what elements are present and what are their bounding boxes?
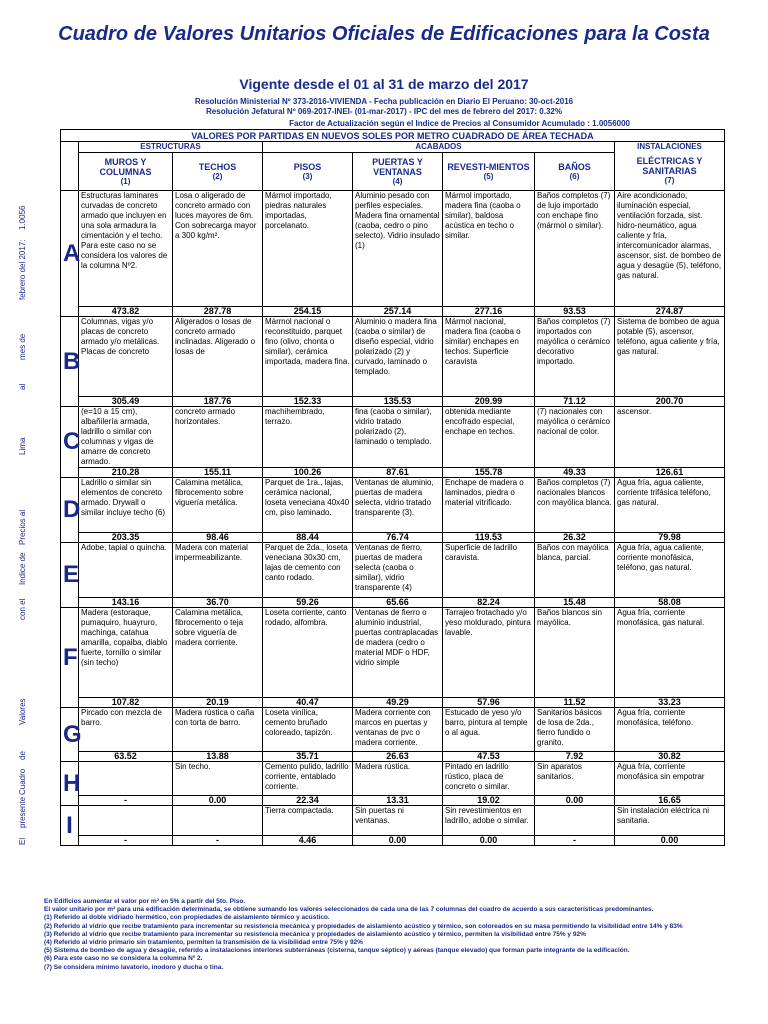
table-title: VALORES POR PARTIDAS EN NUEVOS SOLES POR METRO CUADRADO DE ÁREA TECHADA: [61, 130, 725, 142]
unit-value: 88.44: [263, 533, 353, 543]
description-cell: Aluminio pesado con perfiles especiales. Madera fina ornamental (caoba, cedro o pino selecto). Vidrio insulado (1): [353, 191, 443, 307]
side-text: Indice de: [18, 552, 27, 585]
unit-value: 200.70: [615, 397, 725, 407]
footnote: El valor unitario por m² para una edificación determinada, se obtiene sumando los valores seleccionados de cada una de las 7 columnas del cuadro de acuerdo a sus características predominantes.: [44, 906, 654, 914]
table-row: [61, 806, 725, 836]
description-cell: Aluminio o madera fina (caoba o similar) de diseño especial, vidrio polarizado (2) y curvado, laminado o templado.: [353, 317, 443, 397]
unit-value: 100.26: [263, 468, 353, 478]
description-cell: Agua fría, corriente monofásica, gas natural.: [615, 608, 725, 698]
column-name: TECHOS: [198, 161, 237, 172]
side-text: Valores: [18, 698, 27, 725]
table-row: [61, 317, 725, 397]
column-header: [173, 153, 263, 191]
unit-value: 274.87: [615, 307, 725, 317]
validity-period: Vigente desde el 01 al 31 de marzo del 2017: [239, 76, 529, 92]
unit-value: 152.33: [263, 397, 353, 407]
unit-value: 210.28: [79, 468, 173, 478]
description-cell: Superficie de ladrillo caravista.: [443, 543, 535, 598]
table-row: [61, 407, 725, 468]
description-cell: Aligerados o losas de concreto armado inclinadas. Aligerado o losas de: [173, 317, 263, 397]
value-row: [61, 397, 725, 407]
unit-value: 13.88: [173, 752, 263, 762]
unit-value: 63.52: [79, 752, 173, 762]
unit-values-table: [60, 129, 725, 846]
table-row: [61, 478, 725, 533]
column-number: (6): [569, 171, 580, 181]
unit-value: 26.63: [353, 752, 443, 762]
unit-value: -: [173, 836, 263, 846]
description-cell: Ventanas de fierro, puertas de madera selecta (caoba o similar), vidrio transparente (4): [353, 543, 443, 598]
unit-value: 22.34: [263, 796, 353, 806]
description-cell: Pintado en ladrillo rústico, placa de concreto o similar.: [443, 762, 535, 796]
unit-value: 40.47: [263, 698, 353, 708]
column-number: (7): [664, 176, 675, 186]
category-letter: H: [61, 762, 79, 806]
side-text: al: [18, 383, 27, 390]
unit-value: 4.46: [263, 836, 353, 846]
unit-value: 20.19: [173, 698, 263, 708]
footnote: En Edificios aumentar el valor por m² en 5% a partir del 5to. Piso.: [44, 898, 246, 905]
unit-value: 82.24: [443, 598, 535, 608]
description-cell: Columnas, vigas y/o placas de concreto armado y/o metálicas. Placas de concreto: [79, 317, 173, 397]
description-cell: Baños con mayólica blanca, parcial.: [535, 543, 615, 598]
unit-value: 187.76: [173, 397, 263, 407]
unit-value: 126.61: [615, 468, 725, 478]
column-header: [615, 153, 725, 191]
unit-value: 203.35: [79, 533, 173, 543]
table-row: [61, 543, 725, 598]
value-row: [61, 533, 725, 543]
description-cell: Estucado de yeso y/o barro, pintura al temple o al agua.: [443, 708, 535, 752]
column-number: (2): [212, 171, 223, 181]
side-text: 1.0056: [18, 205, 27, 230]
unit-value: 107.82: [79, 698, 173, 708]
description-cell: Mármol importado, piedras naturales importadas, porcelanato.: [263, 191, 353, 307]
description-cell: Loseta corriente, canto rodado, alfombra.: [263, 608, 353, 698]
side-text: El: [18, 837, 27, 845]
unit-value: 26.32: [535, 533, 615, 543]
footnote: (2) Referido al vidrio que recibe tratamiento para incrementar su resistencia mecánica y propiedades de aislamiento acústico y térmico, son coloreados en su masa permitiendo la visibilidad entre 14% y 83%: [44, 922, 683, 930]
column-number: (3): [302, 171, 313, 181]
side-text: presente: [18, 796, 27, 828]
description-cell: obtenida mediante encofrado especial, enchape en techos.: [443, 407, 535, 468]
side-text: Cuadro: [18, 768, 27, 795]
footnote: (1) Referido al doble vidriado hermético, con propiedades de aislamiento térmico y acústico.: [44, 914, 330, 922]
side-text: con el: [18, 598, 27, 620]
side-text: mes de: [18, 333, 27, 360]
category-letter: F: [61, 608, 79, 708]
description-cell: Madera rústica.: [353, 762, 443, 796]
table-row: [61, 762, 725, 796]
category-letter: I: [61, 806, 79, 846]
unit-value: 155.11: [173, 468, 263, 478]
description-cell: Calamina metálica, fibrocemento o teja sobre viguería de madera corriente.: [173, 608, 263, 698]
description-cell: [79, 806, 173, 836]
group-estructuras: ESTRUCTURAS: [79, 142, 263, 153]
unit-value: 87.61: [353, 468, 443, 478]
value-row: [61, 752, 725, 762]
unit-value: 36.70: [173, 598, 263, 608]
description-cell: Parquet de 2da., loseta veneciana 30x30 cm, lajas de cemento con canto rodado.: [263, 543, 353, 598]
unit-value: 71.12: [535, 397, 615, 407]
group-acabados: ACABADOS: [263, 142, 615, 153]
unit-value: 98.46: [173, 533, 263, 543]
column-name: REVESTI-MIENTOS: [447, 161, 530, 172]
unit-value: 209.99: [443, 397, 535, 407]
footnote: (4) Referido al vidrio primario sin tratamiento, permiten la transmisión de la visibilidad entre 75% y 92%: [44, 939, 363, 947]
value-row: [61, 698, 725, 708]
unit-value: 19.02: [443, 796, 535, 806]
category-letter: E: [61, 543, 79, 608]
unit-value: 277.16: [443, 307, 535, 317]
unit-value: 30.82: [615, 752, 725, 762]
unit-value: 49.33: [535, 468, 615, 478]
unit-value: 11.52: [535, 698, 615, 708]
unit-value: 33.23: [615, 698, 725, 708]
description-cell: Madera corriente con marcos en puertas y ventanas de pvc o madera corriente.: [353, 708, 443, 752]
inei-resolution: Resolución Jefatural Nº 069-2017-INEI- (01-mar-2017) - IPC del mes de febrero del 2017: 0.32%: [206, 107, 562, 116]
unit-value: 47.53: [443, 752, 535, 762]
column-name: PUERTAS Y VENTANAS: [372, 156, 423, 177]
column-name: MUROS Y COLUMNAS: [99, 156, 152, 177]
description-cell: Estructuras laminares curvadas de concreto armado que incluyen en una sola armadura la cimentación y el techo. Para este caso no se considera los valores de la columna Nº2.: [79, 191, 173, 307]
group-instalaciones: INSTALACIONES: [615, 142, 725, 153]
unit-value: 49.29: [353, 698, 443, 708]
unit-value: 135.53: [353, 397, 443, 407]
description-cell: Ventanas de aluminio, puertas de madera selecta, vidrio tratado transparente (3).: [353, 478, 443, 533]
unit-value: 13.31: [353, 796, 443, 806]
unit-value: 0.00: [443, 836, 535, 846]
description-cell: Calamina metálica, fibrocemento sobre viguería metálica.: [173, 478, 263, 533]
column-name: BAÑOS: [558, 161, 591, 172]
description-cell: Mármol nacional o reconstituido, parquet fino (olivo, chonta o similar), cerámica importada, madera fina.: [263, 317, 353, 397]
footnotes: [44, 898, 744, 972]
description-cell: Madera con material impermeabilizante.: [173, 543, 263, 598]
description-cell: Baños completos (7) importados con mayólica o cerámico decorativo importado.: [535, 317, 615, 397]
category-letter: G: [61, 708, 79, 762]
column-header-row: [61, 153, 725, 191]
description-cell: Ventanas de fierro o aluminio industrial, puertas contraplacadas de madera (cedro o material MDF o HDF, vidrio simple: [353, 608, 443, 698]
column-header: [535, 153, 615, 191]
unit-value: -: [79, 836, 173, 846]
footnote: (3) Referido al vidrio que recibe tratamiento para incrementar su resistencia mecánica y propiedades de aislamiento acústico y térmico, permiten la visibilidad entre 75% y 92%: [44, 930, 586, 938]
unit-value: 305.49: [79, 397, 173, 407]
description-cell: Agua fría, corriente monofásica, teléfono.: [615, 708, 725, 752]
column-header: [79, 153, 173, 191]
description-cell: Agua fría, corriente monofásica sin empotrar: [615, 762, 725, 796]
description-cell: Enchape de madera o laminados, piedra o material vitrificado.: [443, 478, 535, 533]
description-cell: machihembrado, terrazo.: [263, 407, 353, 468]
category-letter: C: [61, 407, 79, 478]
column-number: (1): [120, 176, 131, 186]
unit-value: 0.00: [173, 796, 263, 806]
column-number: (4): [392, 176, 403, 186]
description-cell: Madera rústica o caña con torta de barro.: [173, 708, 263, 752]
description-cell: (e=10 a 15 cm), albañilería armada, ladrillo o similar con columnas y vigas de amarre de concreto armado.: [79, 407, 173, 468]
unit-value: 76.74: [353, 533, 443, 543]
description-cell: Sanitarios básicos de losa de 2da., fierro fundido o granito.: [535, 708, 615, 752]
description-cell: Tierra compactada.: [263, 806, 353, 836]
unit-value: 0.00: [615, 836, 725, 846]
description-cell: Sin puertas ni ventanas.: [353, 806, 443, 836]
side-text: Precios al: [18, 509, 27, 545]
description-cell: Agua fría, agua caliente, corriente trifásica teléfono, gas natural.: [615, 478, 725, 533]
description-cell: Agua fría, agua caliente, corriente monofásica, teléfono, gas natural.: [615, 543, 725, 598]
unit-value: -: [79, 796, 173, 806]
value-row: [61, 796, 725, 806]
description-cell: [535, 806, 615, 836]
description-cell: ascensor.: [615, 407, 725, 468]
side-text: Lima: [18, 437, 27, 455]
description-cell: [173, 806, 263, 836]
unit-value: 155.78: [443, 468, 535, 478]
column-header: [443, 153, 535, 191]
table-body: [61, 191, 725, 846]
unit-value: 7.92: [535, 752, 615, 762]
column-name: ELÉCTRICAS Y SANITARIAS: [636, 156, 703, 177]
table-row: [61, 608, 725, 698]
unit-value: 16.65: [615, 796, 725, 806]
description-cell: Sin aparatos sanitarios.: [535, 762, 615, 796]
description-cell: Cemento pulido, ladrillo corriente, entablado corriente.: [263, 762, 353, 796]
unit-value: 0.00: [353, 836, 443, 846]
column-number: (5): [483, 171, 494, 181]
table-corner: [61, 142, 79, 191]
unit-value: 473.82: [79, 307, 173, 317]
side-text: de: [18, 751, 27, 760]
footnote: (5) Sistema de bombeo de agua y desagüe, referido a instalaciones interiores subterráneas (cisterna, tanque séptico) y aéreas (tanque elevado) que forman parte integrante de la edificación.: [44, 947, 630, 955]
description-cell: (7) nacionales con mayólica o cerámico nacional de color.: [535, 407, 615, 468]
unit-value: 143.16: [79, 598, 173, 608]
document-title: Cuadro de Valores Unitarios Oficiales de Edificaciones para la Costa: [58, 23, 710, 45]
description-cell: Madera (estoraque, pumaquiro, huayruro, machinga, catahua amarilla, copaiba, diablo fuerte, tornillo o similar (sin techo): [79, 608, 173, 698]
table-row: [61, 191, 725, 307]
value-row: [61, 598, 725, 608]
description-cell: Sistema de bombeo de agua potable (5), ascensor, teléfono, agua caliente y fría, gas natural.: [615, 317, 725, 397]
unit-value: 119.53: [443, 533, 535, 543]
value-row: [61, 468, 725, 478]
description-cell: Ladrillo o similar sin elementos de concreto armado. Drywall o similar incluye techo (6): [79, 478, 173, 533]
description-cell: Tarrajeo frotachado y/o yeso moldurado, pintura lavable.: [443, 608, 535, 698]
side-vertical-text: [18, 190, 58, 850]
unit-value: 257.14: [353, 307, 443, 317]
value-row: [61, 307, 725, 317]
unit-value: 58.08: [615, 598, 725, 608]
description-cell: Loseta vinílica, cemento bruñado coloreado, tapizón.: [263, 708, 353, 752]
unit-value: 57.96: [443, 698, 535, 708]
description-cell: Sin instalación eléctrica ni sanitaria.: [615, 806, 725, 836]
unit-value: 254.15: [263, 307, 353, 317]
unit-value: 35.71: [263, 752, 353, 762]
side-text: febrero del 2017:: [18, 239, 27, 300]
unit-value: 59.26: [263, 598, 353, 608]
footnote: (7) Se considera mínimo lavatorio, inodoro y ducha o tina.: [44, 963, 224, 971]
unit-value: 0.00: [535, 796, 615, 806]
description-cell: Aire acondicionado, iluminación especial, ventilación forzada, sist. hidro-neumático, agua caliente y fría, intercomunicador alarmas, ascensor, sist. de bombeo de agua y desagüe (5), teléfono, gas natural.: [615, 191, 725, 307]
column-name: PISOS: [293, 161, 322, 172]
description-cell: Mármol importado, madera fina (caoba o similar), baldosa acústica en techo o similar.: [443, 191, 535, 307]
unit-value: 79.98: [615, 533, 725, 543]
description-cell: Baños blancos sin mayólica.: [535, 608, 615, 698]
column-header: [353, 153, 443, 191]
description-cell: Adobe, tapial o quincha.: [79, 543, 173, 598]
description-cell: Sin techo.: [173, 762, 263, 796]
description-cell: Losa o aligerado de concreto armado con luces mayores de 6m. Con sobrecarga mayor a 300 kg/m².: [173, 191, 263, 307]
unit-value: 65.66: [353, 598, 443, 608]
description-cell: Baños completos (7) nacionales blancos con mayólica blanca.: [535, 478, 615, 533]
description-cell: fina (caoba o similar), vidrio tratado polarizado (2), laminado o templado.: [353, 407, 443, 468]
category-letter: D: [61, 478, 79, 543]
description-cell: Mármol nacional, madera fina (caoba o similar) enchapes en techos. Superficie caravista: [443, 317, 535, 397]
table-row: [61, 708, 725, 752]
description-cell: Sin revestimientos en ladrillo, adobe o similar.: [443, 806, 535, 836]
unit-value: -: [535, 836, 615, 846]
description-cell: Baños completos (7) de lujo importado con enchape fino (mármol o similar).: [535, 191, 615, 307]
value-row: [61, 836, 725, 846]
ministerial-resolution: Resolución Ministerial Nº 373-2016-VIVIENDA - Fecha publicación en Diario El Peruano: 30-oct-2016: [194, 97, 574, 106]
update-factor: Factor de Actualización según el Indice de Precios al Consumidor Acumulado : 1.0056000: [289, 119, 630, 128]
column-header: [263, 153, 353, 191]
description-cell: Parquet de 1ra., lajas, cerámica nacional, loseta veneciana 40x40 cm, piso laminado.: [263, 478, 353, 533]
description-cell: concreto armado horizontales.: [173, 407, 263, 468]
description-cell: Pircado con mezcla de barro.: [79, 708, 173, 752]
unit-value: 93.53: [535, 307, 615, 317]
category-letter: A: [61, 191, 79, 317]
footnote: (6) Para este caso no se considera la columna Nº 2.: [44, 955, 203, 963]
category-letter: B: [61, 317, 79, 407]
unit-value: 15.48: [535, 598, 615, 608]
unit-value: 287.78: [173, 307, 263, 317]
description-cell: [79, 762, 173, 796]
